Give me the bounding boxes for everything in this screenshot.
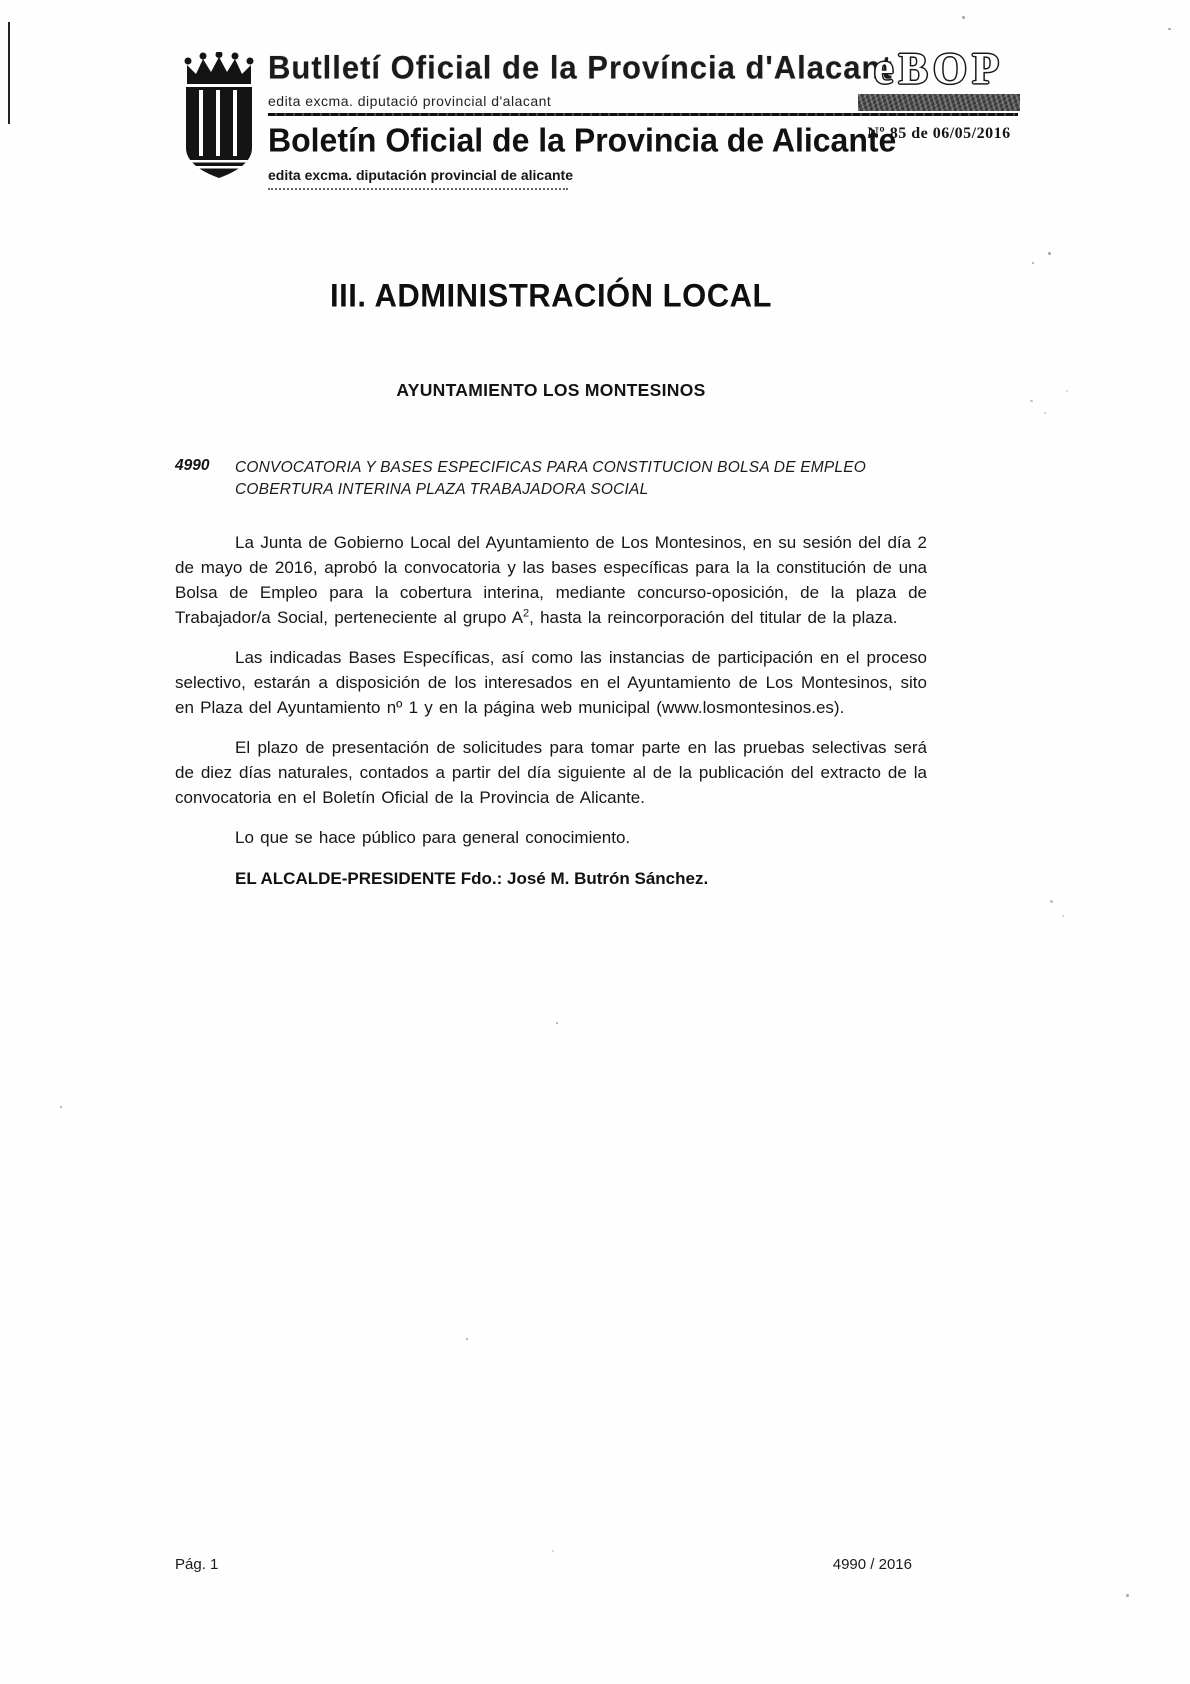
paragraph-1-text-after: , hasta la reincorporación del titular de la plaza. <box>529 608 898 627</box>
scan-noise <box>1168 28 1171 30</box>
paragraph-1 <box>175 530 927 630</box>
scan-noise <box>552 1550 554 1552</box>
document-body <box>175 278 927 889</box>
document-reference: 4990 / 2016 <box>832 1556 912 1573</box>
ebop-logo: eBOP <box>874 44 1004 93</box>
scan-noise <box>1050 900 1053 903</box>
organization-title: AYUNTAMIENTO LOS MONTESINOS <box>396 380 706 400</box>
ebop-logo-block <box>856 44 1022 143</box>
scan-noise <box>1030 400 1033 402</box>
scan-noise <box>1126 1594 1129 1597</box>
announcement-heading <box>175 457 927 501</box>
bulletin-title-spanish: Boletín Oficial de la Provincia de Alicante <box>268 121 897 159</box>
section-title: III. ADMINISTRACIÓN LOCAL <box>330 277 772 314</box>
superscript-2: 2 <box>523 607 530 620</box>
scan-noise <box>962 16 965 19</box>
scan-noise <box>1062 915 1064 917</box>
page-footer <box>175 1556 912 1573</box>
paragraph-4: Lo que se hace público para general conocimiento. <box>235 828 631 847</box>
scan-noise <box>1044 412 1046 414</box>
paragraph-2: Las indicadas Bases Específicas, así como las instancias de participación en el proceso selectivo, estarán a disposición de los interesados en el Ayuntamiento de Los Montesinos, sito en Plaza del Ayuntamiento nº 1 y en la página web municipal (www.losmontesinos.es). <box>175 648 927 717</box>
bulletin-subtitle-valencian: edita excma. diputació provincial d'alacant <box>268 93 552 109</box>
paragraph-3: El plazo de presentación de solicitudes para tomar parte en las pruebas selectivas será de diez días naturales, contados a partir del día siguiente al de la publicación del extracto de la convocatoria en el Boletín Oficial de la Provincia de Alicante. <box>175 738 927 807</box>
ebop-logo-bar <box>858 94 1020 111</box>
announcement-number: 4990 <box>175 457 210 474</box>
masthead-dotted-rule <box>268 188 568 190</box>
scan-noise <box>556 1022 558 1024</box>
scan-artifact-vertical-line <box>8 22 10 124</box>
scan-noise <box>466 1338 468 1340</box>
scan-noise <box>1066 390 1068 392</box>
coat-of-arms-icon <box>178 52 260 186</box>
page-number-label: Pág. 1 <box>175 1556 219 1573</box>
paragraph-1-text: La Junta de Gobierno Local del Ayuntamiento de Los Montesinos, en su sesión del día 2 de mayo de 2016, aprobó la convocatoria y las bases específicas para la la constitución de una Bolsa de Empleo para la cobertura interina, mediante concurso-oposición, de la plaza de Trabajador/a Social, perteneciente al grupo A <box>175 533 927 627</box>
announcement-title: CONVOCATORIA Y BASES ESPECIFICAS PARA CONSTITUCION BOLSA DE EMPLEO COBERTURA INTERINA PLAZA TRABAJADORA SOCIAL <box>235 459 867 498</box>
bulletin-title-valencian: Butlletí Oficial de la Província d'Alacant <box>268 49 893 86</box>
scan-noise <box>60 1106 62 1108</box>
scan-noise <box>1032 262 1034 264</box>
bulletin-subtitle-spanish: edita excma. diputación provincial de alicante <box>268 167 573 183</box>
scan-noise <box>1048 252 1051 255</box>
signature-line: EL ALCALDE-PRESIDENTE Fdo.: José M. Butrón Sánchez. <box>235 869 709 888</box>
issue-number: Nº 85 de 06/05/2016 <box>867 125 1011 142</box>
